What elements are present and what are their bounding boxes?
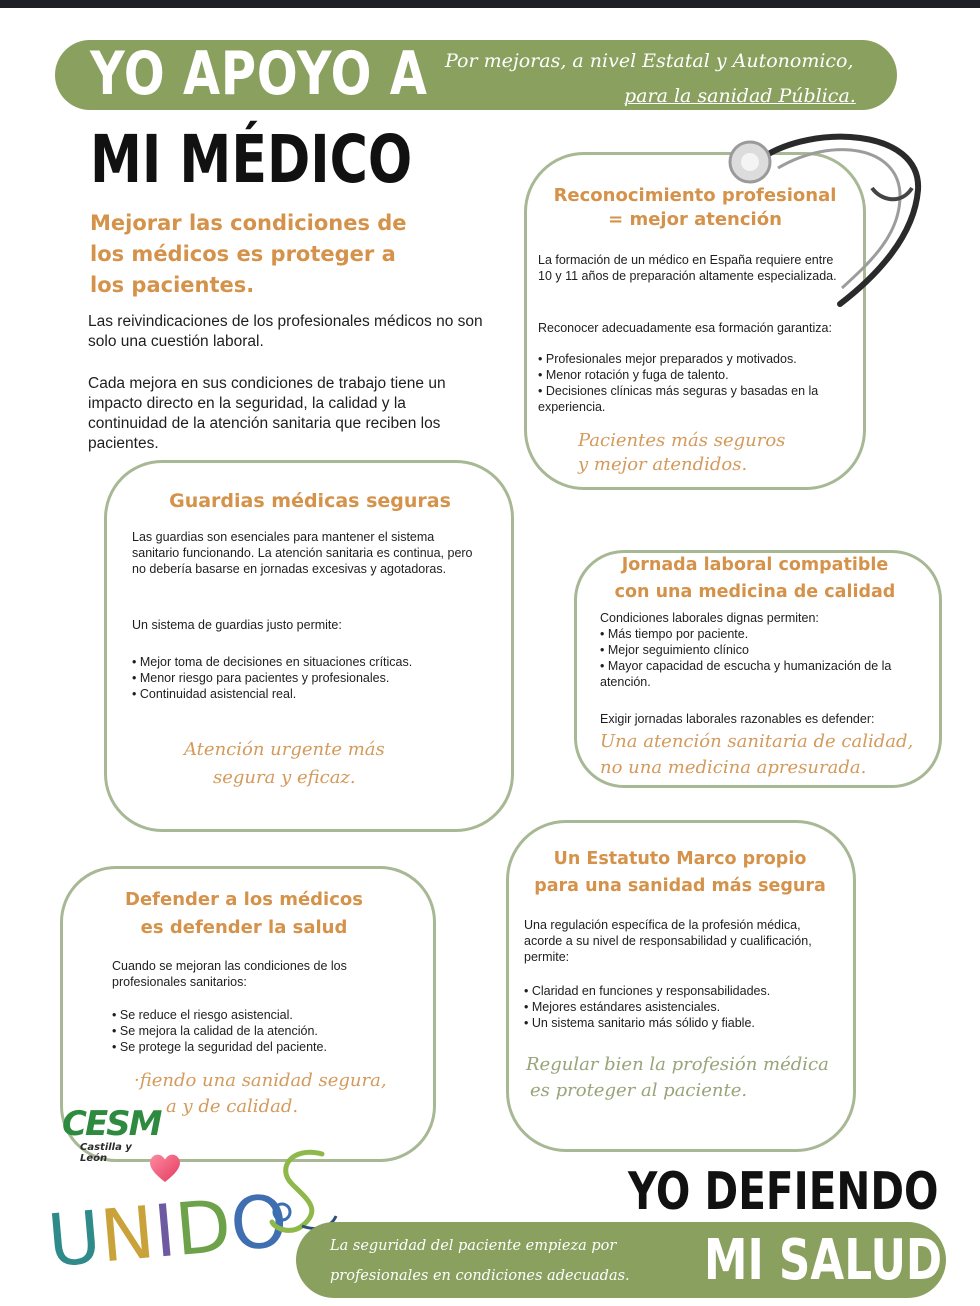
list-item: • Decisiones clínicas más seguras y basadas en la experiencia. — [538, 383, 858, 415]
estatuto-title-line: Un Estatuto Marco propio — [553, 849, 807, 869]
title-line-2: MI MÉDICO — [90, 121, 413, 198]
list-item: • Un sistema sanitario más sólido y fiable. — [524, 1015, 844, 1031]
unidos-letter: O — [226, 1178, 291, 1268]
reconocimiento-text-1: La formación de un médico en España requiere entre 10 y 11 años de preparación altamente especializada. — [538, 253, 837, 283]
stethoscope-icon — [722, 128, 932, 318]
list-item: • Mejores estándares asistenciales. — [524, 999, 844, 1015]
defender-handwritten-1: ·fiendo una sanidad segura, — [134, 1070, 387, 1091]
jornada-handwritten-1: Una atención sanitaria de calidad, — [600, 731, 914, 752]
list-item: • Continuidad asistencial real. — [132, 686, 482, 702]
list-item: • Se mejora la calidad de la atención. — [112, 1023, 412, 1039]
jornada-text-2: Exigir jornadas laborales razonables es defender: — [600, 712, 875, 726]
footer-slogan-2: MI SALUD — [704, 1228, 943, 1293]
footer-text-2: profesionales en condiciones adecuadas. — [330, 1268, 630, 1284]
reconocimiento-bullets — [538, 351, 858, 415]
estatuto-title — [510, 846, 850, 900]
unidos-letter: N — [96, 1190, 158, 1279]
top-bar — [0, 0, 980, 8]
reconocimiento-title-line: Reconocimiento profesional — [553, 185, 837, 206]
jornada-title — [590, 552, 920, 606]
heart-icon — [148, 1152, 182, 1184]
title-line-1: YO APOYO A — [90, 39, 428, 109]
list-item: • Menor rotación y fuga de talento. — [538, 367, 858, 383]
guardias-handwritten-1: Atención urgente más — [184, 739, 385, 760]
logo-subtitle: Castilla y León — [80, 1142, 132, 1164]
tagline-line-2: para la sanidad Pública. — [624, 85, 856, 107]
defender-title-line: Defender a los médicos — [125, 889, 363, 910]
intro-paragraph-1: Las reivindicaciones de los profesionales médicos no son solo una cuestión laboral. — [88, 313, 483, 350]
intro-heading — [90, 208, 470, 301]
list-item: • Mejor toma de decisiones en situaciones críticas. — [132, 654, 482, 670]
estatuto-handwritten-2: es proteger al paciente. — [530, 1080, 748, 1101]
estatuto-bullets — [524, 983, 844, 1031]
list-item: • Profesionales mejor preparados y motivados. — [538, 351, 858, 367]
guardias-text-1: Las guardias son esenciales para mantener el sistema sanitario funcionando. La atención sanitaria es continua, pero no debería basarse en jornadas excesivas y agotadoras. — [132, 530, 473, 576]
defender-title-line: es defender la salud — [140, 917, 348, 938]
jornada-title-line: Jornada laboral compatible — [621, 555, 889, 575]
defender-title — [84, 886, 404, 942]
guardias-text-2: Un sistema de guardias justo permite: — [132, 618, 342, 632]
footer-slogan-1: YO DEFIENDO — [628, 1162, 939, 1222]
reconocimiento-handwritten-1: Pacientes más seguros — [578, 430, 786, 451]
list-item: • Se protege la seguridad del paciente. — [112, 1039, 412, 1055]
estatuto-title-line: para una sanidad más segura — [534, 876, 826, 896]
footer-text-1: La seguridad del paciente empieza por — [330, 1238, 617, 1254]
reconocimiento-title-line: = mejor atención — [608, 209, 782, 230]
list-item: • Mayor capacidad de escucha y humanización de la atención. — [600, 658, 932, 690]
tagline-line-1: Por mejoras, a nivel Estatal y Autonomico, — [445, 50, 854, 72]
jornada-title-line: con una medicina de calidad — [614, 582, 896, 602]
reconocimiento-handwritten-2: y mejor atendidos. — [578, 454, 748, 475]
list-item: • Se reduce el riesgo asistencial. — [112, 1007, 412, 1023]
intro-heading-line: Mejorar las condiciones de — [90, 211, 407, 235]
intro-heading-line: los médicos es proteger a — [90, 242, 396, 266]
list-item: • Mejor seguimiento clínico — [600, 642, 932, 658]
unidos-letter: I — [150, 1188, 180, 1274]
list-item: • Claridad en funciones y responsabilidades. — [524, 983, 844, 999]
reconocimiento-text-2: Reconocer adecuadamente esa formación garantiza: — [538, 321, 832, 335]
guardias-bullets — [132, 654, 482, 702]
unidos-letter: D — [171, 1183, 235, 1272]
list-item: • Menor riesgo para pacientes y profesionales. — [132, 670, 482, 686]
estatuto-handwritten-1: Regular bien la profesión médica — [526, 1054, 829, 1075]
unidos-letter: U — [44, 1194, 105, 1284]
defender-text-1: Cuando se mejoran las condiciones de los profesionales sanitarios: — [112, 959, 347, 989]
estatuto-text-1: Una regulación específica de la profesión médica, acorde a su nivel de responsabilidad y cualificación, permite: — [524, 918, 812, 964]
logo-mark: CESM — [62, 1104, 161, 1144]
intro-paragraph-2: Cada mejora en sus condiciones de trabajo tiene un impacto directo en la seguridad, la calidad y la continuidad de la atención sanitaria que reciben los pacientes. — [88, 375, 446, 452]
list-item: • Más tiempo por paciente. — [600, 626, 932, 642]
jornada-handwritten-2: no una medicina apresurada. — [600, 757, 867, 778]
cesm-logo — [62, 1106, 162, 1164]
guardias-handwritten-2: segura y eficaz. — [213, 767, 356, 788]
jornada-bullets — [600, 626, 932, 690]
intro-heading-line: los pacientes. — [90, 273, 255, 297]
jornada-text-1: Condiciones laborales dignas permiten: — [600, 611, 819, 625]
defender-bullets — [112, 1007, 412, 1055]
unidos-wordmark — [44, 1175, 291, 1286]
defender-handwritten-2: a y de calidad. — [166, 1096, 299, 1117]
guardias-title: Guardias médicas seguras — [169, 490, 451, 512]
